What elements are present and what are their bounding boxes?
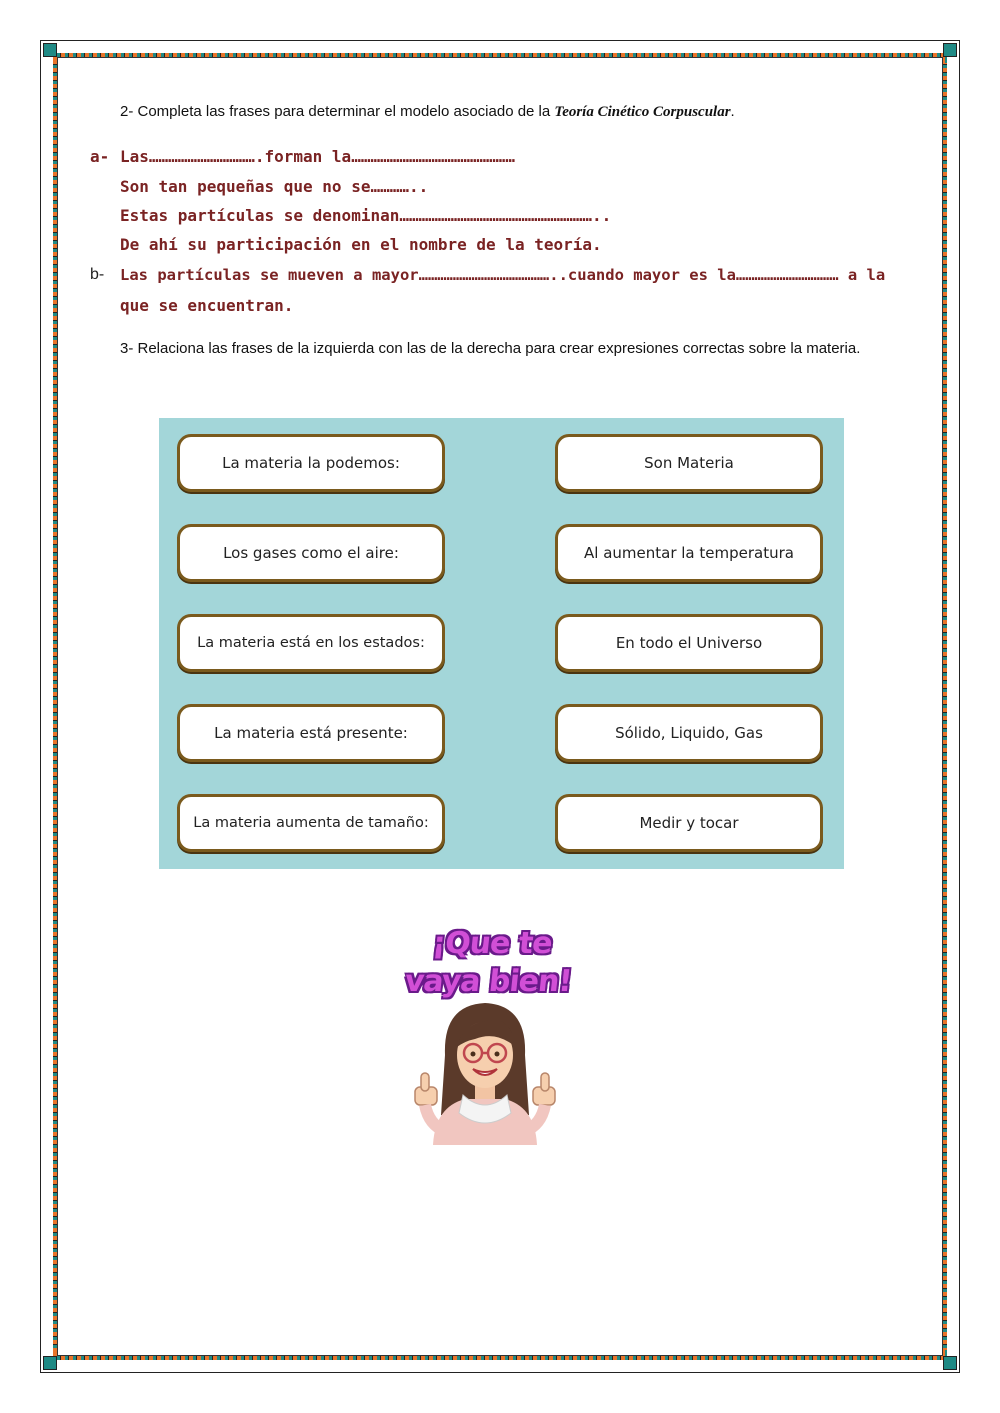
left-phrase-card[interactable]: La materia aumenta de tamaño: [177, 794, 445, 852]
fill-blank-line: De ahí su participación en el nombre de la teoría. [120, 235, 602, 254]
fill-blank-line: Estas partículas se denominan…………………………………………………….. [120, 206, 612, 225]
left-phrase-card[interactable]: La materia está presente: [177, 704, 445, 762]
greeting-line-1: ¡Que te [430, 926, 554, 961]
fill-blank-line: Las partículas se mueven a mayor……………………………………..cuando mayor es la…………………………… a la [120, 266, 886, 284]
greeting-text [396, 925, 584, 1001]
left-phrase-card[interactable]: Los gases como el aire: [177, 524, 445, 582]
matching-panel [159, 418, 844, 869]
item-b-marker: b- [90, 266, 105, 283]
item-a-marker: a- [90, 147, 110, 166]
right-phrase-card[interactable]: Medir y tocar [555, 794, 823, 852]
question-2-title-end: . [730, 103, 735, 120]
theory-name: Teoría Cinético Corpuscular [554, 104, 731, 120]
question-2-title [120, 100, 735, 124]
question-2-title-text: 2- Completa las frases para determinar el modelo asociado de la [120, 103, 555, 120]
fill-blank-line: Las…………………………….forman la…………………………………………… [120, 147, 515, 166]
right-phrase-card[interactable]: Al aumentar la temperatura [555, 524, 823, 582]
teacher-avatar-icon [405, 995, 565, 1145]
question-3-title: 3- Relaciona las frases de la izquierda con las de la derecha para crear expresiones correctas sobre la materia. [120, 340, 861, 357]
greeting-line-2: vaya bien! [403, 964, 574, 999]
fill-blank-line: que se encuentran. [120, 296, 294, 315]
left-phrase-card[interactable]: La materia está en los estados: [177, 614, 445, 672]
fill-blank-line: Son tan pequeñas que no se………….. [120, 177, 429, 196]
left-phrase-card[interactable]: La materia la podemos: [177, 434, 445, 492]
right-phrase-card[interactable]: En todo el Universo [555, 614, 823, 672]
right-phrase-card[interactable]: Son Materia [555, 434, 823, 492]
right-phrase-card[interactable]: Sólido, Liquido, Gas [555, 704, 823, 762]
